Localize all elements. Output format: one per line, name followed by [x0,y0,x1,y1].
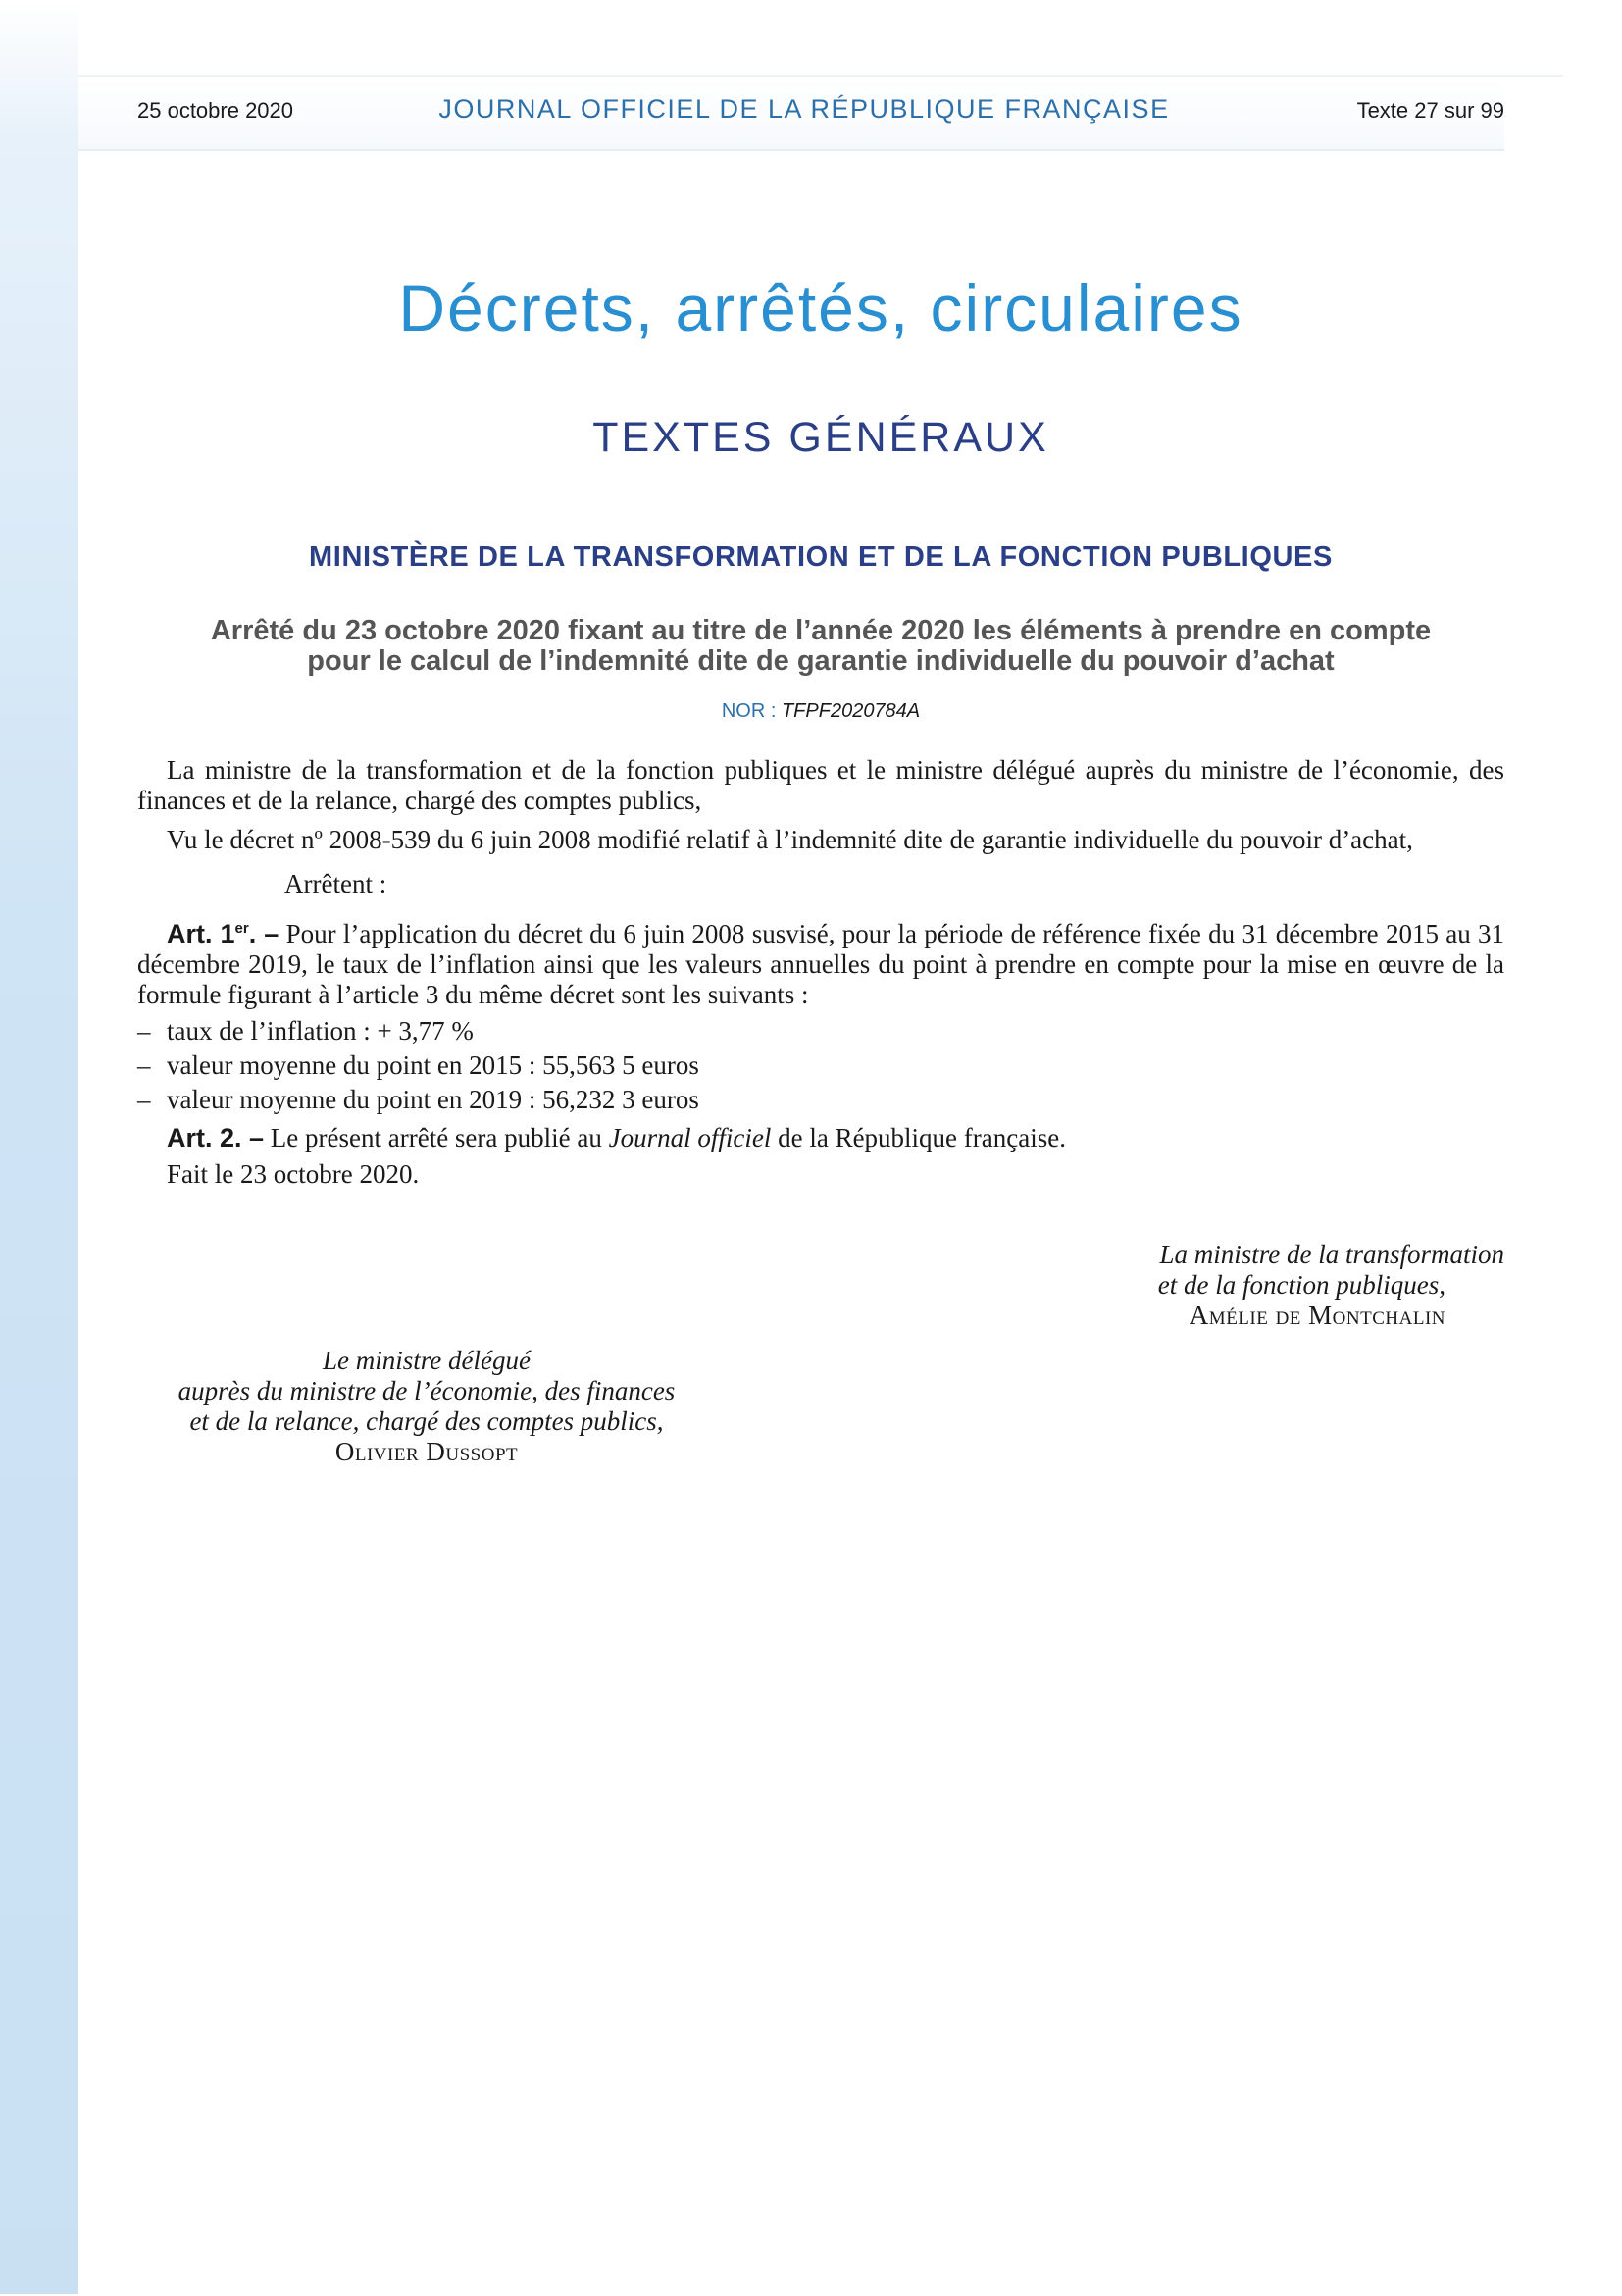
left-margin-band [0,0,78,2294]
arrete-title [137,616,1504,677]
nor-code: TFPF2020784A [781,700,921,722]
header-text-number: Texte 27 sur 99 [1356,98,1504,123]
arretent: Arrêtent : [284,869,387,898]
signature-left-line1: Le ministre délégué [323,1346,531,1375]
journal-officiel-italic: Journal officiel [608,1123,772,1152]
signature-minister-delegue [137,1346,716,1467]
main-title: Décrets, arrêtés, circulaires [398,272,1243,344]
document-body [137,755,1504,1199]
list-item: – valeur moyenne du point en 2019 : 56,232 3 euros [137,1085,699,1114]
article-1-superscript: er [234,920,249,937]
article-2: Art. 2. – Le présent arrêté sera publié au Journal officiel de la République française. [167,1123,1066,1152]
arrete-title-line1: Arrêté du 23 octobre 2020 fixant au titre de l’année 2020 les éléments à prendre en compte [210,615,1432,646]
article-1-text: Pour l’application du décret du 6 juin 2008 susvisé, pour la période de référence fixée du 31 décembre 2015 au 31 décembre 2019, le taux de l’inflation ainsi que les valeurs annuelles du point à prendre en compte pour la mise en œuvre de la formule figurant à l’article 3 du même décret sont les suivants : [137,919,1504,1009]
section-title: TEXTES GÉNÉRAUX [592,414,1049,461]
signature-right-line1: La ministre de la transformation [1159,1240,1504,1269]
signature-left-line2: auprès du ministre de l’économie, des finances [177,1376,676,1405]
paragraph-vu: Vu le décret nº 2008-539 du 6 juin 2008 modifié relatif à l’indemnité dite de garantie individuelle du pouvoir d’achat, [167,825,1413,854]
signature-left-name: Olivier Dussopt [334,1437,519,1466]
article-1-label: Art. 1er. – [167,919,279,948]
article-1-list [137,1016,1504,1115]
signature-right-name: Amélie de Montchalin [1189,1301,1445,1330]
nor-label: NOR : [721,700,777,722]
list-item: – taux de l’inflation : + 3,77 % [137,1016,474,1046]
arrete-title-line2: pour le calcul de l’indemnité dite de garantie individuelle du pouvoir d’achat [307,645,1335,677]
article-1 [137,913,1504,1010]
signature-left-line3: et de la relance, chargé des comptes publics, [189,1406,664,1436]
article-2-label: Art. 2. – [167,1123,265,1152]
list-item: – valeur moyenne du point en 2015 : 55,563 5 euros [137,1050,699,1080]
nor-reference [137,700,1504,723]
header-date: 25 octobre 2020 [137,98,294,123]
signature-minister [994,1240,1504,1331]
paragraph-ministers: La ministre de la transformation et de la fonction publiques et le ministre délégué auprès du ministre de l’économie, des finances et de la relance, chargé des comptes publics, [137,755,1504,815]
header-journal-title: JOURNAL OFFICIEL DE LA RÉPUBLIQUE FRANÇAISE [438,94,1170,124]
ministry-title: MINISTÈRE DE LA TRANSFORMATION ET DE LA FONCTION PUBLIQUES [309,541,1333,573]
signature-right-line2: et de la fonction publiques, [1157,1270,1445,1300]
fait-le: Fait le 23 octobre 2020. [167,1159,420,1189]
